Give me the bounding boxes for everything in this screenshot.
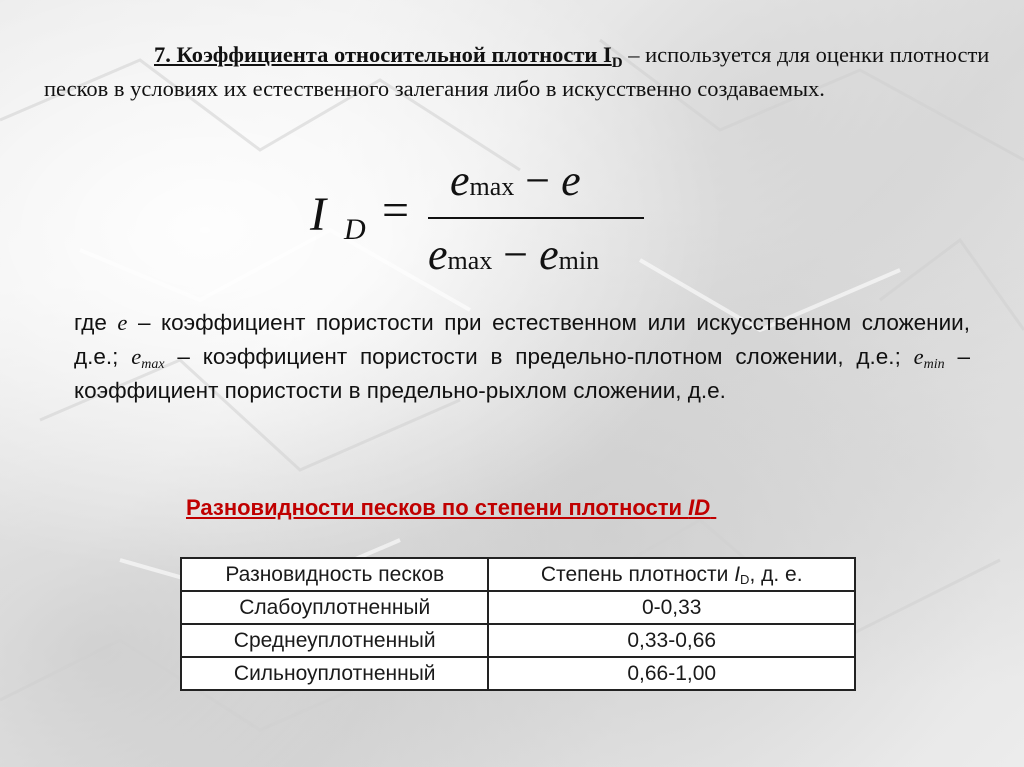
desc-var-e: e bbox=[117, 310, 128, 335]
intro-rest: – используется для оценки плотности песков в условиях их естественного залегания либо в искусственно создаваемых. bbox=[44, 42, 990, 101]
header-density-pre: Степень плотности bbox=[540, 562, 735, 586]
desc-part-2: – коэффициент пористости при естественном или искусственном сложении, д.е.; bbox=[74, 310, 970, 369]
num-minus: − bbox=[514, 156, 562, 205]
formula-lhs: I bbox=[310, 188, 326, 241]
intro-title-sub: D bbox=[611, 55, 623, 71]
row-range-cell: 0,33-0,66 bbox=[488, 624, 855, 657]
num-e1: e bbox=[450, 156, 470, 205]
row-range-cell: 0,66-1,00 bbox=[488, 657, 855, 690]
desc-var-emax: e bbox=[131, 344, 142, 369]
row-type-cell: Среднеуплотненный bbox=[181, 624, 488, 657]
formula-numerator bbox=[450, 155, 581, 206]
fraction-bar bbox=[428, 217, 644, 219]
description-paragraph bbox=[74, 306, 970, 408]
table-row bbox=[181, 657, 855, 690]
sand-density-table bbox=[180, 557, 856, 691]
desc-var-emax-sub: max bbox=[141, 357, 165, 372]
desc-var-emin-sub: min bbox=[923, 357, 945, 372]
heading-trail bbox=[710, 495, 716, 520]
intro-title-text: 7. Коэффициента относительной плотности I bbox=[154, 42, 612, 67]
table-header-row bbox=[181, 558, 855, 591]
desc-part-3: – коэффициент пористости в предельно-плотном сложении, д.е.; bbox=[164, 344, 914, 369]
intro-paragraph bbox=[44, 38, 994, 106]
num-e1-sub: max bbox=[469, 172, 515, 201]
formula-equals: = bbox=[382, 184, 410, 237]
table-row bbox=[181, 591, 855, 624]
heading-italic: ID bbox=[688, 495, 711, 520]
heading-text: Разновидности песков по степени плотности bbox=[186, 495, 689, 520]
header-density-post: , д. е. bbox=[749, 562, 803, 586]
row-type-cell: Сильноуплотненный bbox=[181, 657, 488, 690]
num-e2: e bbox=[561, 156, 581, 205]
den-minus: − bbox=[492, 230, 540, 279]
den-e1-sub: max bbox=[447, 246, 493, 275]
table-row bbox=[181, 624, 855, 657]
desc-part-1: где bbox=[74, 310, 118, 335]
header-cell-type: Разновидность песков bbox=[181, 558, 488, 591]
den-e1: e bbox=[428, 230, 448, 279]
desc-part-4: – коэффициент пористости в предельно-рыхлом сложении, д.е. bbox=[74, 344, 971, 403]
den-e2-sub: min bbox=[558, 246, 600, 275]
header-density-sub: D bbox=[740, 571, 750, 587]
header-cell-density bbox=[488, 558, 855, 591]
formula-lhs-sub: D bbox=[344, 213, 366, 246]
section-heading bbox=[186, 495, 716, 521]
den-e2: e bbox=[539, 230, 559, 279]
header-density-var: I bbox=[734, 562, 741, 586]
desc-var-emin: e bbox=[913, 344, 924, 369]
row-range-cell: 0-0,33 bbox=[488, 591, 855, 624]
formula-denominator bbox=[428, 229, 599, 280]
row-type-cell: Слабоуплотненный bbox=[181, 591, 488, 624]
intro-title bbox=[154, 42, 623, 71]
density-formula bbox=[310, 155, 670, 295]
